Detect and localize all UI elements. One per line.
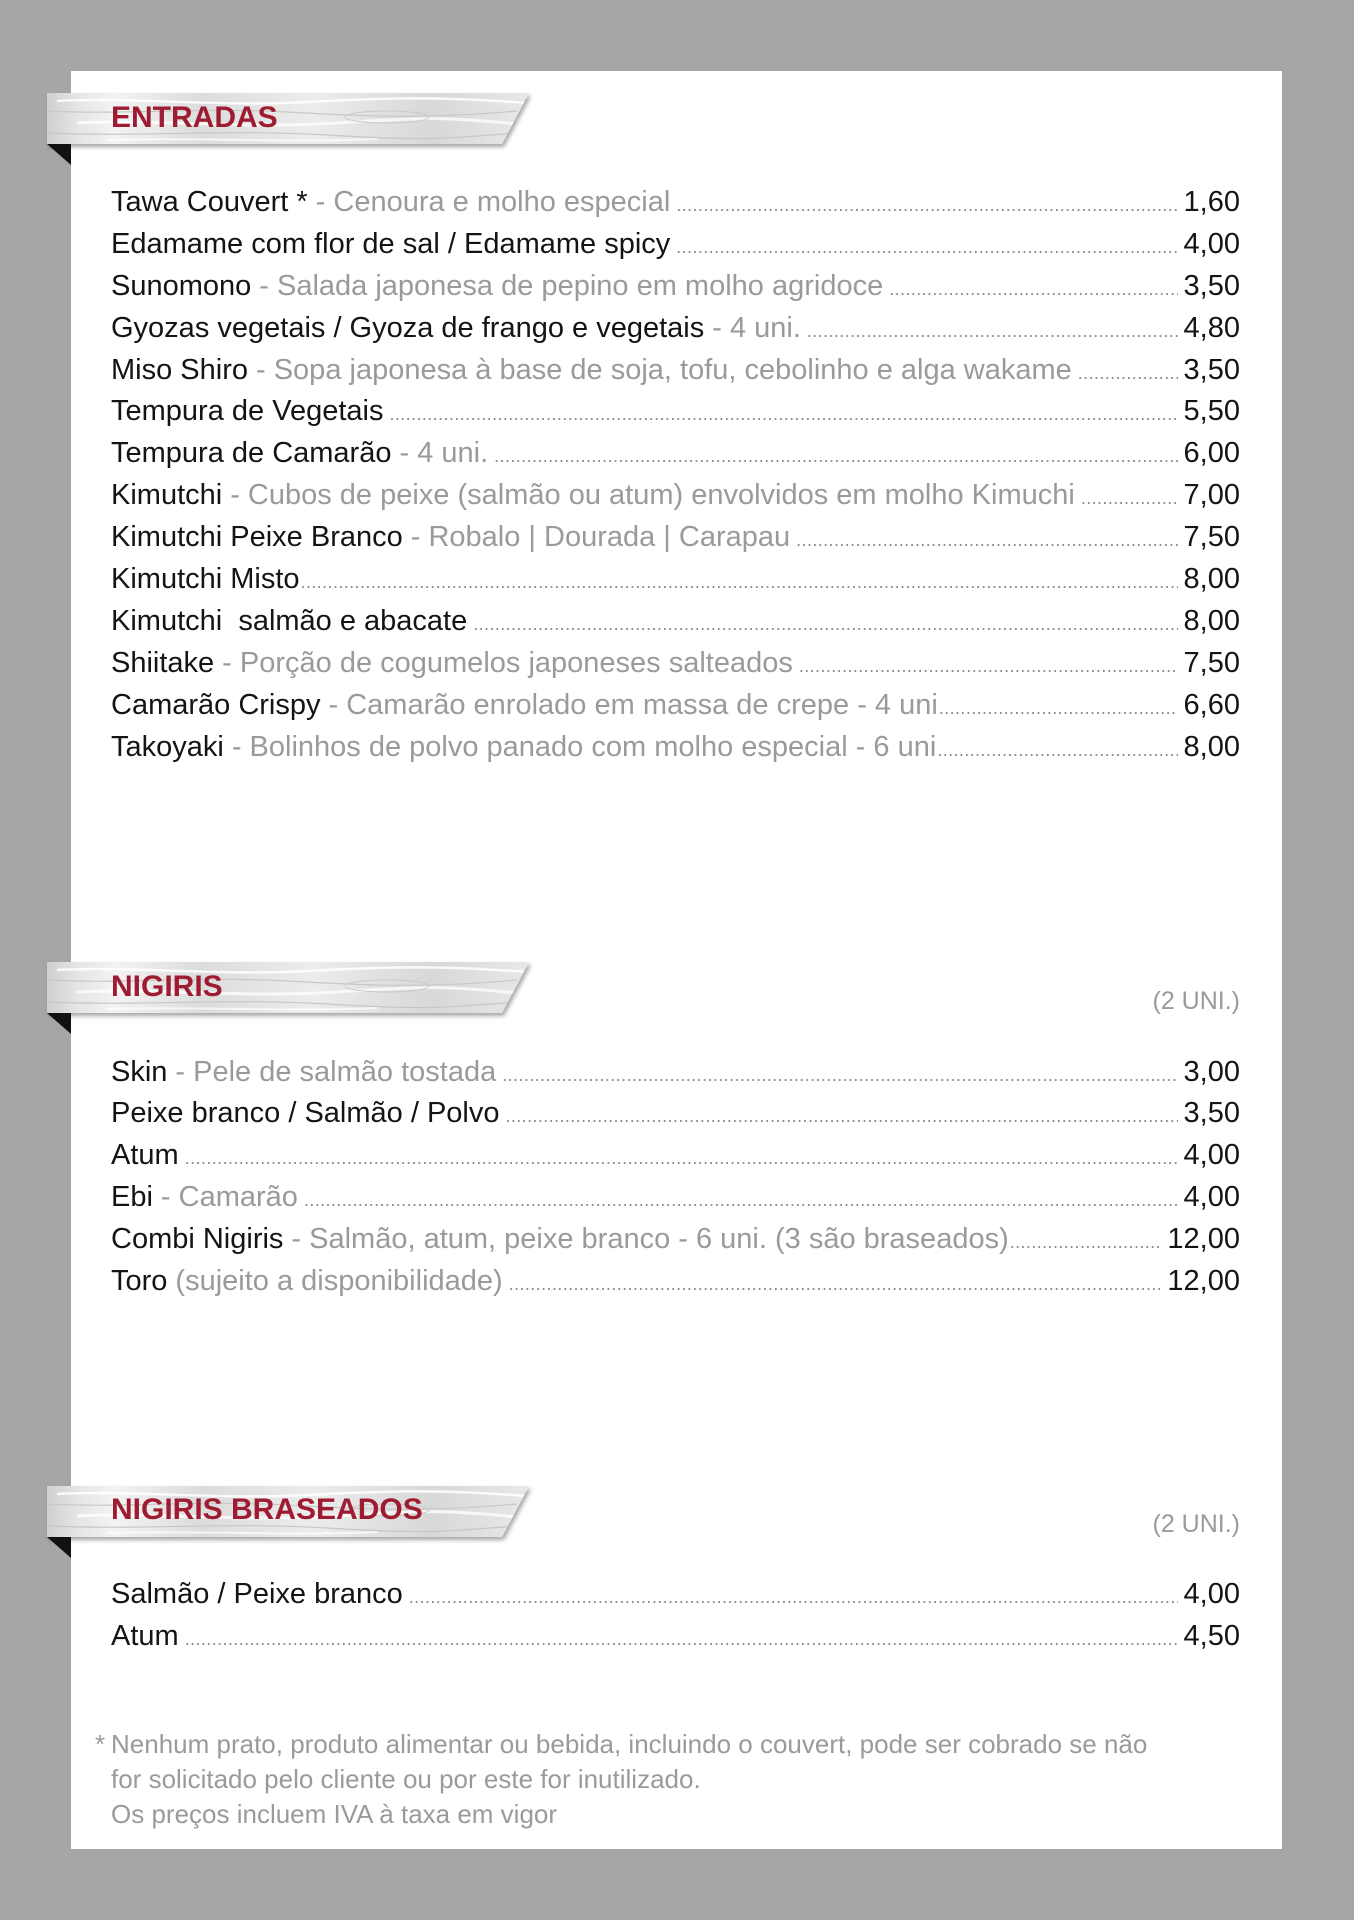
menu-item-row	[111, 182, 1240, 224]
menu-item-row	[111, 1261, 1240, 1303]
dot-leader	[505, 1106, 1177, 1126]
dot-leader	[509, 1274, 1162, 1294]
item-description: - Salmão, atum, peixe branco - 6 uni. (3 são braseados)	[291, 1223, 1009, 1256]
dot-leader	[301, 572, 1178, 592]
item-price: 4,00	[1183, 1139, 1240, 1172]
item-price: 12,00	[1167, 1223, 1240, 1256]
item-name: Atum	[111, 1139, 179, 1172]
dot-leader	[1010, 1232, 1162, 1252]
item-name: Tempura de Camarão	[111, 437, 392, 470]
item-name: Gyozas vegetais / Gyoza de frango e vegetais	[111, 311, 705, 344]
menu-item-row	[111, 391, 1240, 433]
item-name: Tawa Couvert *	[111, 186, 308, 218]
footnote-marker: *	[95, 1729, 106, 1759]
menu-item-row	[111, 601, 1240, 643]
item-price: 4,50	[1183, 1620, 1240, 1653]
section-nigiris-braseados-list	[111, 1574, 1240, 1658]
item-price: 12,00	[1167, 1264, 1240, 1297]
item-description: - Robalo | Dourada | Carapau	[410, 521, 791, 554]
item-name: Kimutchi Peixe Branco	[111, 521, 403, 554]
item-name: Combi Nigiris	[111, 1223, 284, 1256]
dot-leader	[939, 698, 1178, 718]
item-name: Takoyaki	[111, 730, 224, 763]
item-description: - Cenoura e molho especial	[315, 186, 671, 218]
item-price: 5,50	[1183, 395, 1240, 428]
item-name: Edamame com flor de sal / Edamame spicy	[111, 227, 671, 260]
ribbon-fold	[47, 144, 71, 165]
dot-leader	[1078, 363, 1178, 383]
portion-note: (2 UNI.)	[1152, 987, 1240, 1015]
item-name: Salmão / Peixe branco	[111, 1578, 403, 1611]
section-title: NIGIRIS BRASEADOS	[111, 1493, 423, 1526]
dot-leader	[799, 656, 1178, 676]
item-price: 4,00	[1183, 227, 1240, 260]
dot-leader	[409, 1587, 1178, 1607]
item-name: Kimutchi Misto	[111, 563, 300, 596]
item-price: 8,00	[1183, 604, 1240, 637]
menu-item-row	[111, 433, 1240, 475]
item-description: - Camarão	[160, 1181, 298, 1214]
menu-item-row	[111, 475, 1240, 517]
menu-item-row	[111, 266, 1240, 308]
item-name: Atum	[111, 1620, 179, 1653]
dot-leader	[937, 740, 1177, 760]
item-price: 4,00	[1183, 1578, 1240, 1611]
dot-leader	[1081, 488, 1178, 508]
item-price: 7,50	[1183, 521, 1240, 554]
dot-leader	[185, 1629, 1178, 1649]
section-nigiris-list	[111, 1052, 1240, 1303]
item-price: 6,00	[1183, 437, 1240, 470]
item-price: 1,60	[1183, 186, 1240, 218]
dot-leader	[185, 1148, 1178, 1168]
footnote	[95, 1727, 1148, 1832]
item-description: - Porção de cogumelos japoneses salteados	[222, 646, 793, 679]
item-price: 4,80	[1183, 311, 1240, 344]
menu-item-row	[111, 559, 1240, 601]
menu-item-row	[111, 1052, 1240, 1094]
item-price: 6,60	[1183, 688, 1240, 721]
item-description: - 4 uni.	[712, 311, 801, 344]
item-description: - Sopa japonesa à base de soja, tofu, cebolinho e alga wakame	[256, 353, 1072, 386]
section-title: ENTRADAS	[111, 101, 278, 134]
section-title: NIGIRIS	[111, 970, 223, 1003]
ribbon-fold	[47, 1013, 71, 1034]
menu-item-row	[111, 1219, 1240, 1261]
item-description: - Pele de salmão tostada	[175, 1055, 497, 1088]
item-name: Toro	[111, 1264, 168, 1297]
item-description: - Camarão enrolado em massa de crepe - 4 uni	[328, 688, 938, 721]
item-name: Ebi	[111, 1181, 153, 1214]
menu-item-row	[111, 727, 1240, 769]
item-name: Tempura de Vegetais	[111, 395, 384, 428]
menu-item-row	[111, 1574, 1240, 1616]
footnote-line: Os preços incluem IVA à taxa em vigor	[111, 1799, 558, 1829]
item-description: - Bolinhos de polvo panado com molho especial - 6 uni	[231, 730, 937, 763]
item-name: Skin	[111, 1055, 168, 1088]
dot-leader	[502, 1065, 1177, 1085]
item-price: 3,00	[1183, 1055, 1240, 1088]
item-price: 4,00	[1183, 1181, 1240, 1214]
section-entradas-list	[111, 182, 1240, 768]
portion-note: (2 UNI.)	[1152, 1510, 1240, 1538]
menu-item-row	[111, 1135, 1240, 1177]
footnote-line: for solicitado pelo cliente ou por este for inutilizado.	[111, 1764, 701, 1794]
item-price: 3,50	[1183, 1097, 1240, 1130]
dot-leader	[676, 237, 1177, 257]
ribbon-fold	[47, 1537, 71, 1558]
menu-item-row	[111, 517, 1240, 559]
menu-item-row	[111, 350, 1240, 392]
item-description: - 4 uni.	[399, 437, 489, 470]
footnote-line: Nenhum prato, produto alimentar ou bebida, incluindo o couvert, pode ser cobrado se não	[111, 1729, 1148, 1759]
item-name: Peixe branco / Salmão / Polvo	[111, 1097, 500, 1130]
item-name: Miso Shiro	[111, 353, 248, 386]
menu-item-row	[111, 224, 1240, 266]
item-price: 7,00	[1183, 479, 1240, 512]
item-description: - Cubos de peixe (salmão ou atum) envolvidos em molho Kimuchi	[230, 479, 1075, 512]
item-description: (sujeito a disponibilidade)	[175, 1264, 503, 1297]
dot-leader	[389, 404, 1177, 424]
menu-item-row	[111, 643, 1240, 685]
item-name: Shiitake	[111, 646, 215, 679]
menu-item-row	[111, 685, 1240, 727]
dot-leader	[494, 446, 1177, 466]
item-price: 8,00	[1183, 563, 1240, 596]
item-name: Sunomono	[111, 269, 252, 302]
dot-leader	[807, 321, 1178, 341]
dot-leader	[304, 1190, 1178, 1210]
item-price: 3,50	[1183, 353, 1240, 386]
item-name: Camarão Crispy	[111, 688, 321, 721]
item-name: Kimutchi	[111, 479, 223, 512]
menu-item-row	[111, 1616, 1240, 1658]
dot-leader	[676, 195, 1177, 215]
dot-leader	[473, 614, 1177, 634]
dot-leader	[796, 530, 1177, 550]
item-price: 3,50	[1183, 269, 1240, 302]
item-price: 7,50	[1183, 646, 1240, 679]
dot-leader	[889, 279, 1177, 299]
menu-item-row	[111, 308, 1240, 350]
menu-item-row	[111, 1093, 1240, 1135]
item-name: Kimutchi salmão e abacate	[111, 604, 468, 637]
menu-item-row	[111, 1177, 1240, 1219]
item-description: - Salada japonesa de pepino em molho agridoce	[259, 269, 884, 302]
item-price: 8,00	[1183, 730, 1240, 763]
